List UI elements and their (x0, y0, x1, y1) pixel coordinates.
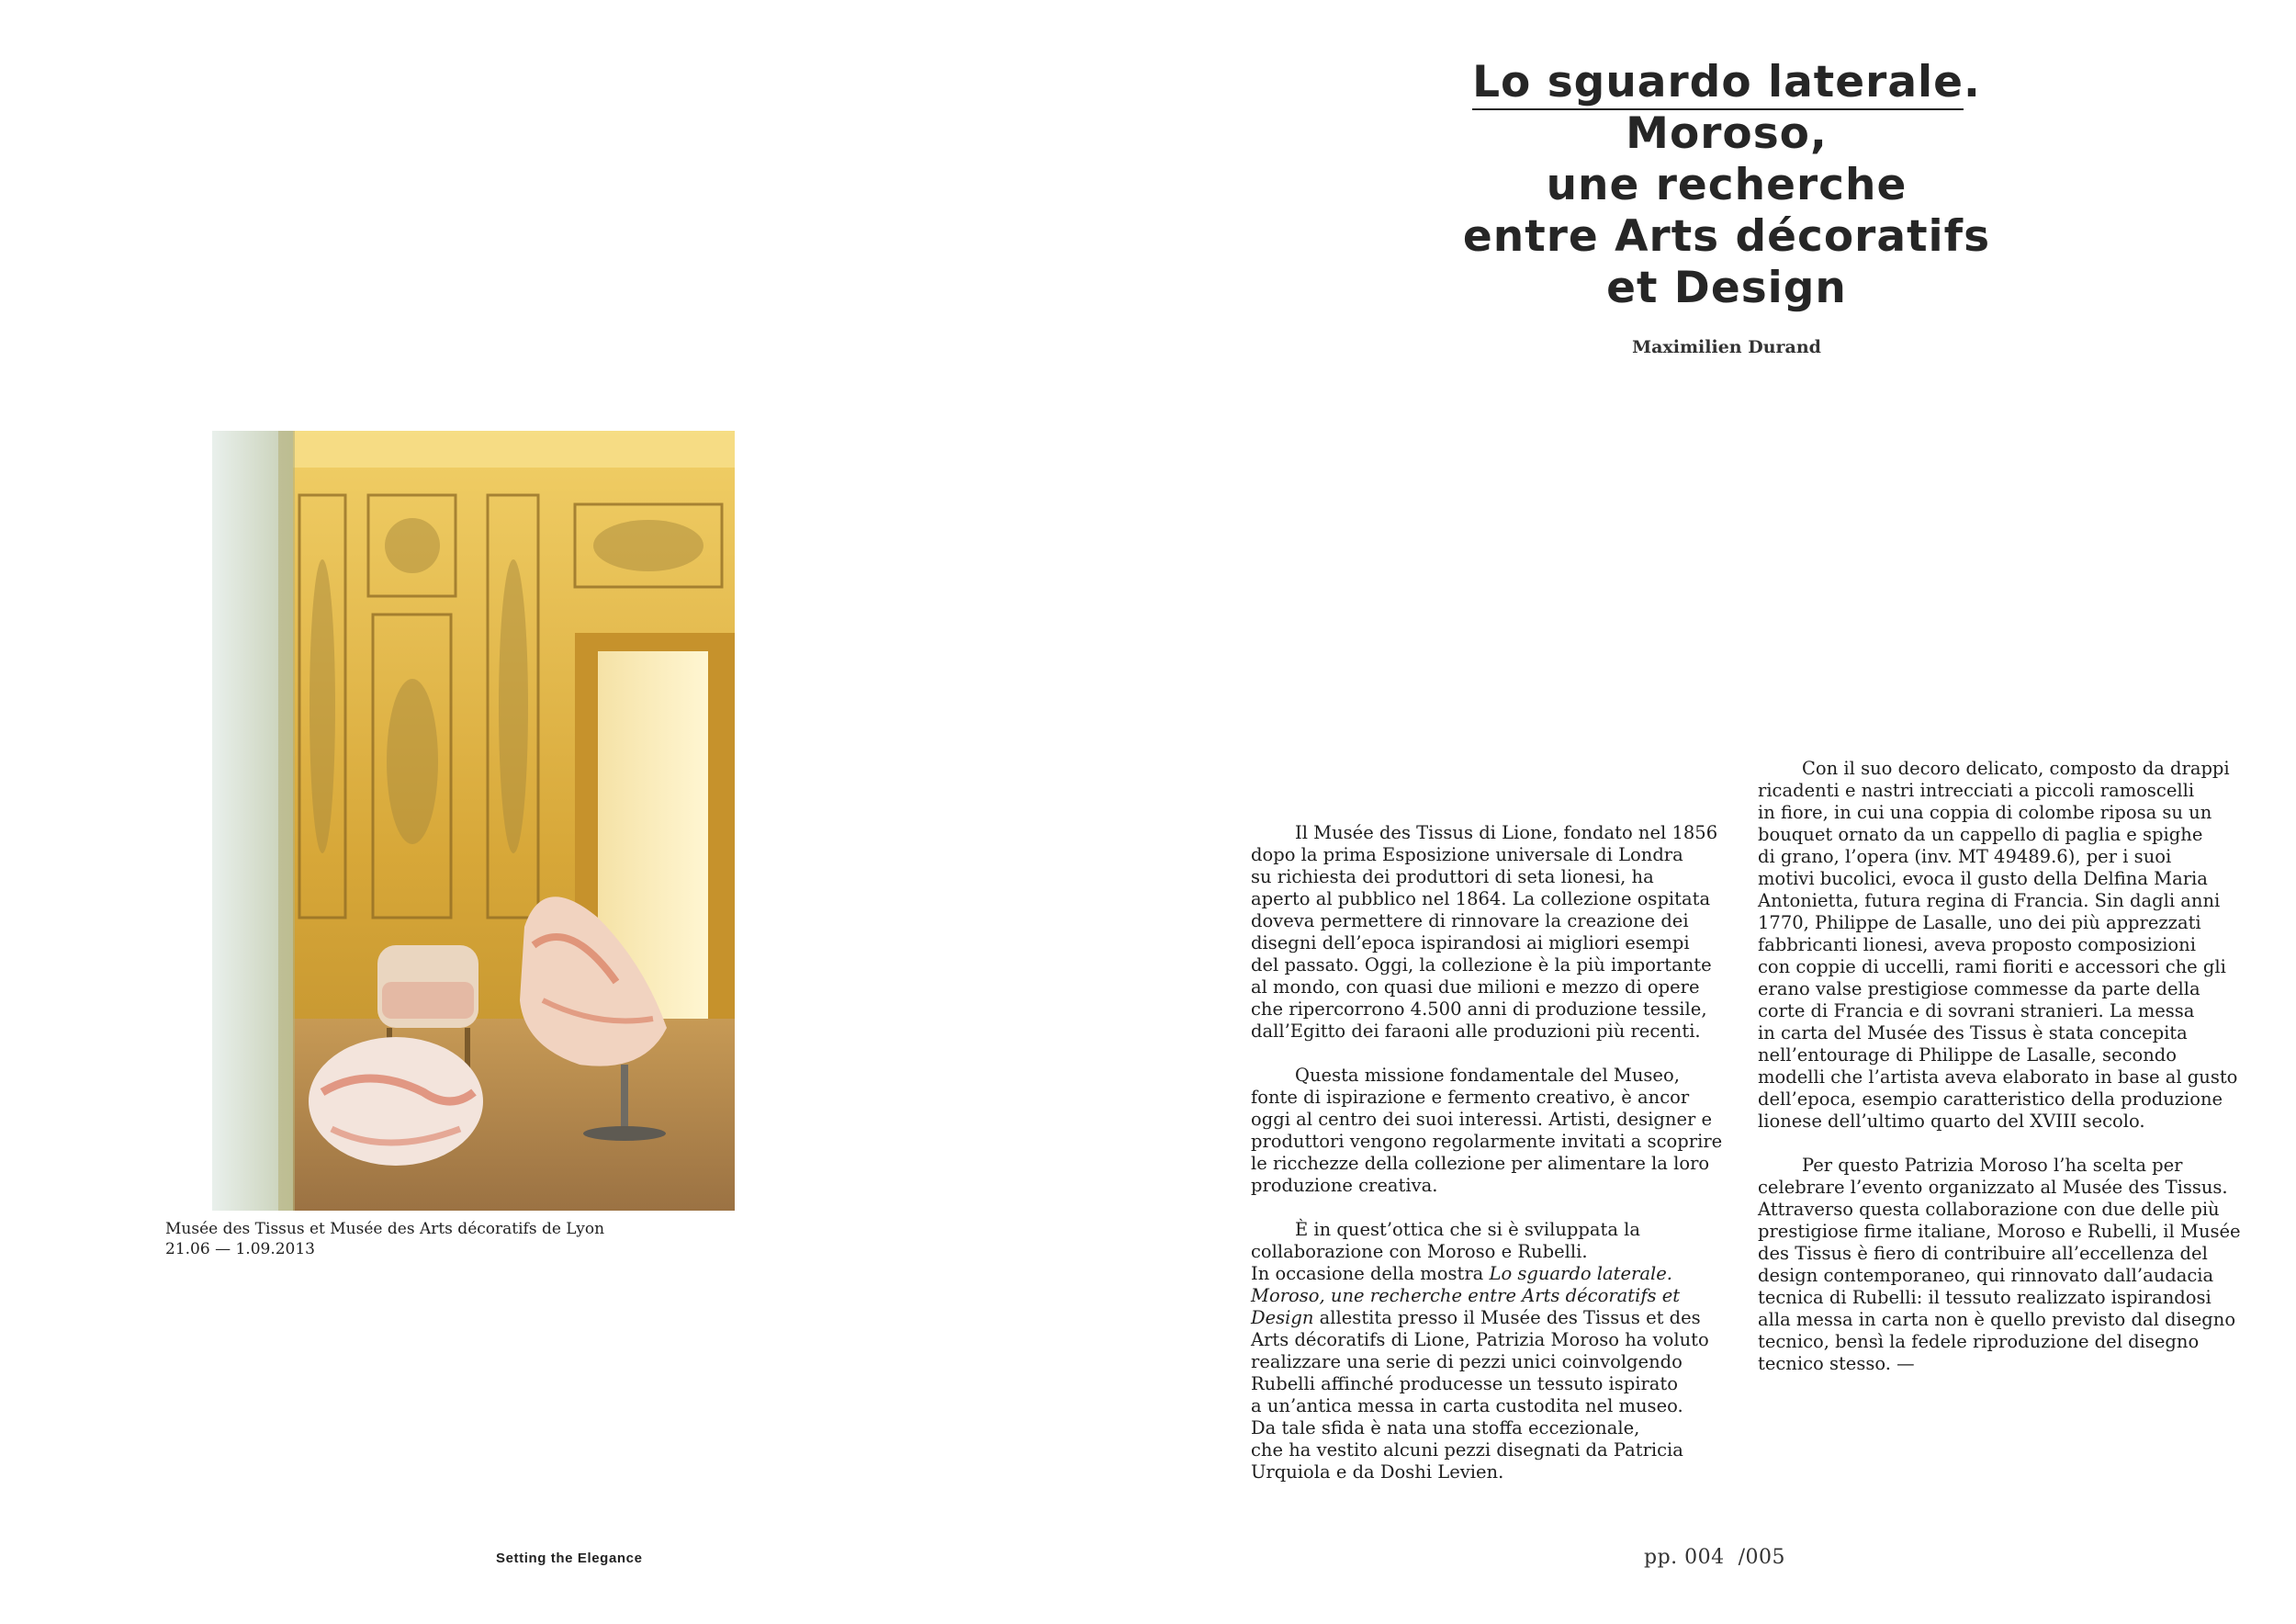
text-line: motivi bucolici, evoca il gusto della Delfina Maria (1758, 868, 2208, 889)
text-line: le ricchezze della collezione per alimentare la loro (1251, 1153, 1710, 1174)
text-line: del passato. Oggi, la collezione è la più importante (1251, 954, 1712, 976)
text-line: celebrare l’evento organizzato al Musée des Tissus. (1758, 1177, 2228, 1198)
text-column-1 (1251, 822, 1722, 1483)
text-line: al mondo, con quasi due milioni e mezzo di opere (1251, 976, 1700, 998)
text-run: allestita presso il Musée des Tissus et des (1313, 1307, 1701, 1328)
text-line: Arts décoratifs di Lione, Patrizia Moroso ha voluto (1251, 1329, 1709, 1350)
text-line: Da tale sfida è nata una stoffa eccezionale, (1251, 1417, 1640, 1438)
text-line: oggi al centro dei suoi interessi. Artisti, designer e (1251, 1109, 1713, 1130)
caption-venue: Musée des Tissus et Musée des Arts décoratifs de Lyon (165, 1220, 605, 1238)
title-period: . (1964, 57, 1981, 107)
text-line: aperto al pubblico nel 1864. La collezione ospitata (1251, 888, 1711, 909)
text-line: fabbricanti lionesi, aveva proposto composizioni (1758, 934, 2196, 955)
text-line: su richiesta dei produttori di seta lionesi, ha (1251, 866, 1654, 887)
exhibition-title-italic: Lo sguardo laterale. (1489, 1263, 1672, 1284)
ottoman (309, 1037, 483, 1166)
text-line: des Tissus è fiero di contribuire all’eccellenza del (1758, 1243, 2208, 1264)
text-line: design contemporaneo, qui rinnovato dall’audacia (1758, 1265, 2214, 1286)
text-line: doveva permettere di rinnovare la creazione dei (1251, 910, 1689, 931)
text-line: che ha vestito alcuni pezzi disegnati da Patricia (1251, 1439, 1683, 1460)
text-line: lionese dell’ultimo quarto del XVIII secolo. (1758, 1111, 2145, 1132)
text-line: Per questo Patrizia Moroso l’ha scelta per (1802, 1155, 2183, 1176)
text-line: tecnico stesso. — (1758, 1353, 1915, 1374)
exhibition-title-italic: Design (1251, 1307, 1314, 1328)
exhibition-title-italic: Moroso, une recherche entre Arts décoratifs et (1251, 1285, 1681, 1306)
article-author: Maximilien Durand (1632, 337, 1821, 357)
text-line: tecnico, bensì la fedele riproduzione del disegno (1758, 1331, 2200, 1352)
title-line: Moroso, (1626, 108, 1828, 159)
text-line: in fiore, in cui una coppia di colombe riposa su un (1758, 802, 2212, 823)
title-underlined-part: Lo sguardo laterale (1472, 57, 1964, 110)
text-line: realizzare una serie di pezzi unici coinvolgendo (1251, 1351, 1683, 1372)
text-line: 1770, Philippe de Lasalle, uno dei più apprezzati (1758, 912, 2201, 933)
text-line: prestigiose firme italiane, Moroso e Rubelli, il Musée (1758, 1221, 2241, 1242)
text-line: Urquiola e da Doshi Levien. (1251, 1461, 1504, 1483)
text-line: ricadenti e nastri intrecciati a piccoli ramoscelli (1758, 780, 2195, 801)
title-line: une recherche (1546, 160, 1908, 210)
text-line: collaborazione con Moroso e Rubelli. (1251, 1241, 1588, 1262)
text-line: bouquet ornato da un cappello di paglia e spighe (1758, 824, 2203, 845)
text-line: produttori vengono regolarmente invitati a scoprire (1251, 1131, 1723, 1152)
text-line: fonte di ispirazione e fermento creativo, è ancor (1251, 1087, 1690, 1108)
text-line: Antonietta, futura regina di Francia. Sin dagli anni (1758, 890, 2221, 911)
text-line: produzione creativa. (1251, 1175, 1438, 1196)
text-line: È in quest’ottica che si è sviluppata la (1295, 1219, 1641, 1240)
caption-dates: 21.06 — 1.09.2013 (165, 1240, 315, 1258)
title-line: entre Arts décoratifs (1462, 211, 1991, 262)
text-line: nell’entourage di Philippe de Lasalle, secondo (1758, 1044, 2178, 1066)
text-line: modelli che l’artista aveva elaborato in base al gusto (1758, 1066, 2238, 1088)
room-illustration (212, 431, 735, 1211)
text-line: Il Musée des Tissus di Lione, fondato nel 1856 (1295, 822, 1718, 843)
text-run: In occasione della mostra (1251, 1263, 1490, 1284)
running-footer-left: Setting the Elegance (496, 1551, 643, 1566)
page-numbers: pp. 004 /005 (1644, 1546, 1786, 1569)
text-line: Attraverso questa collaborazione con due delle più (1758, 1199, 2220, 1220)
photo-caption (165, 1219, 604, 1259)
text-line: corte di Francia e di sovrani stranieri. La messa (1758, 1000, 2195, 1021)
text-line (1251, 1307, 1722, 1329)
text-line: Con il suo decoro delicato, composto da drappi (1802, 758, 2230, 779)
text-line: Questa missione fondamentale del Museo, (1295, 1065, 1680, 1086)
article-title (1405, 57, 2048, 314)
text-line: dell’epoca, esempio caratteristico della produzione (1758, 1088, 2223, 1110)
text-column-2 (1758, 758, 2241, 1375)
text-line: Rubelli affinché producesse un tessuto ispirato (1251, 1373, 1678, 1394)
text-line: disegni dell’epoca ispirandosi ai migliori esempi (1251, 932, 1690, 953)
text-line: con coppie di uccelli, rami fioriti e accessori che gli (1758, 956, 2226, 977)
text-line: che ripercorrono 4.500 anni di produzione tessile, (1251, 998, 1707, 1020)
text-line (1251, 1285, 1722, 1307)
text-line: dopo la prima Esposizione universale di Londra (1251, 844, 1683, 865)
text-line: erano valse prestigiose commesse da parte della (1758, 978, 2200, 999)
text-line (1251, 1263, 1722, 1285)
text-line: tecnica di Rubelli: il tessuto realizzato ispirandosi (1758, 1287, 2212, 1308)
text-line: alla messa in carta non è quello previsto dal disegno (1758, 1309, 2236, 1330)
room-photo (212, 431, 735, 1211)
text-line: di grano, l’opera (inv. MT 49489.6), per i suoi (1758, 846, 2172, 867)
text-line: a un’antica messa in carta custodita nel museo. (1251, 1395, 1683, 1416)
title-line (1405, 57, 2048, 108)
title-line: et Design (1606, 263, 1847, 313)
text-line: in carta del Musée des Tissus è stata concepita (1758, 1022, 2188, 1043)
text-line: dall’Egitto dei faraoni alle produzioni più recenti. (1251, 1021, 1701, 1042)
